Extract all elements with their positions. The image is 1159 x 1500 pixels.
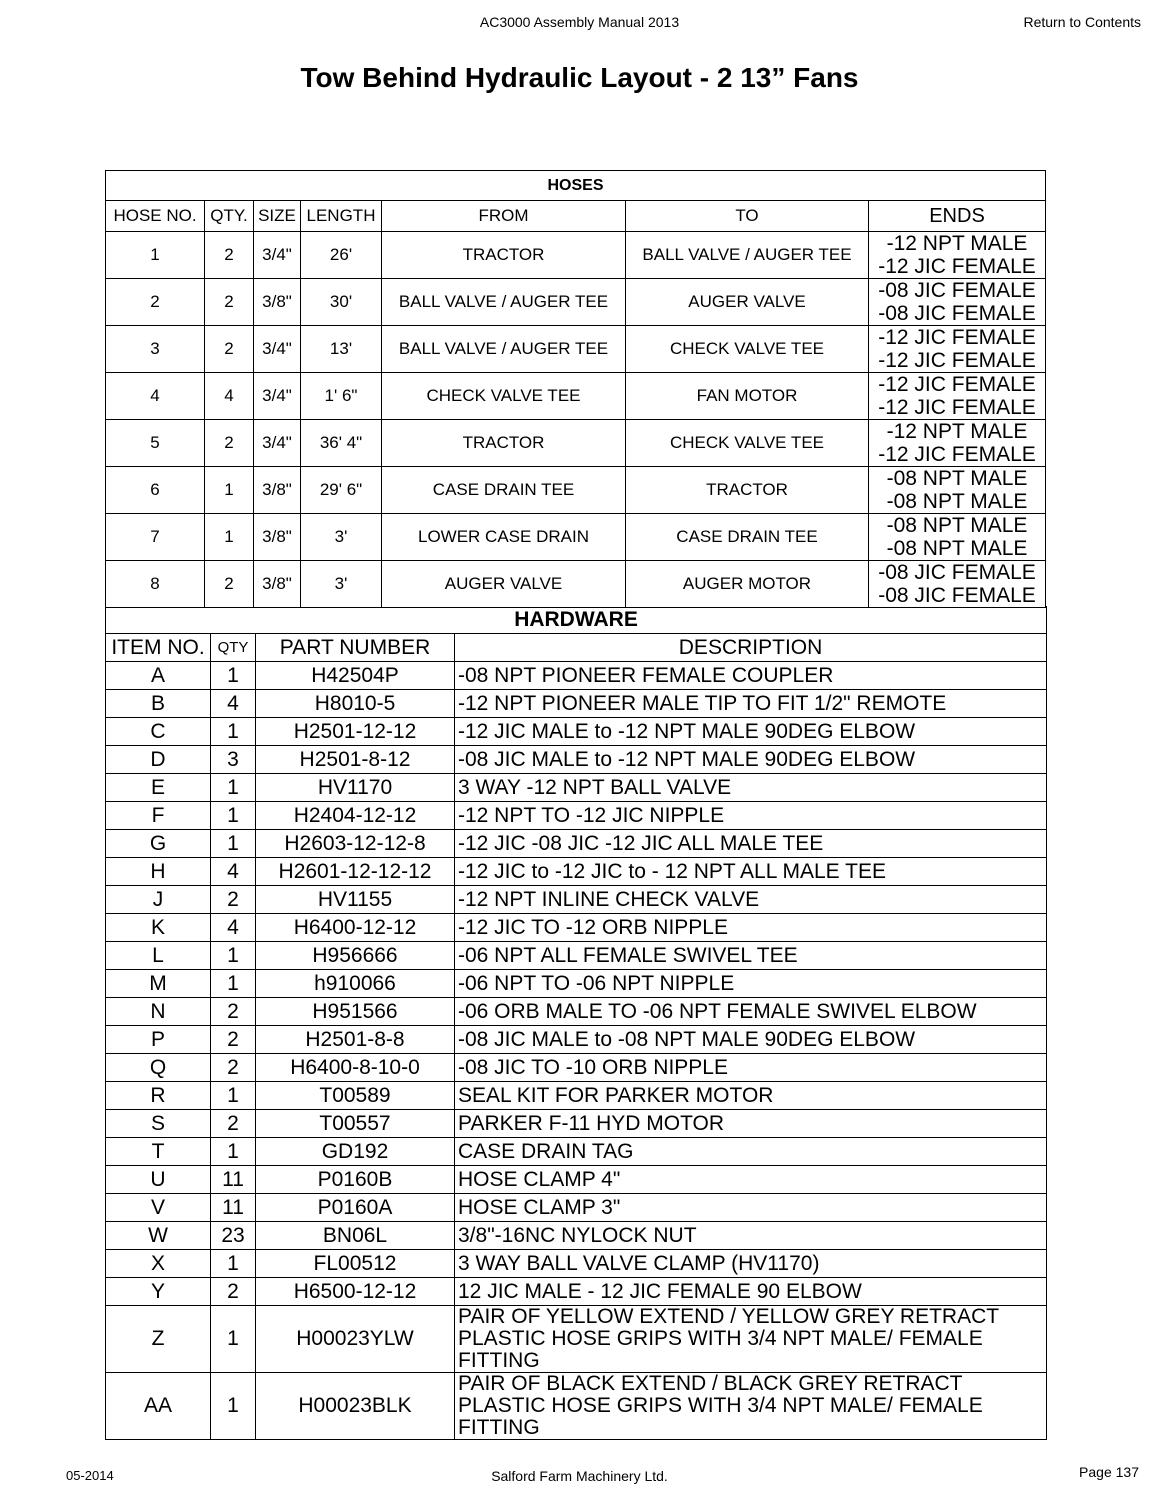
return-to-contents-link[interactable]: Return to Contents: [1023, 14, 1141, 30]
hw-item: H: [106, 858, 211, 886]
hw-item: W: [106, 1222, 211, 1250]
hose-ends: [869, 514, 1046, 561]
hose-end1: -08 JIC FEMALE: [878, 561, 1036, 584]
hose-qty: 2: [205, 326, 254, 373]
hw-description: -12 JIC -08 JIC -12 JIC ALL MALE TEE: [455, 830, 1047, 858]
hardware-row: [106, 1026, 1047, 1054]
hose-length: 3': [301, 514, 382, 561]
hose-end1: -12 NPT MALE: [886, 420, 1028, 443]
hw-qty: 2: [211, 1026, 256, 1054]
hw-item: AA: [106, 1373, 211, 1440]
hw-part-number: H2601-12-12-12: [256, 858, 455, 886]
hose-row: [106, 561, 1046, 608]
hw-qty: 1: [211, 774, 256, 802]
hw-qty: 11: [211, 1166, 256, 1194]
hose-end2: -08 NPT MALE: [886, 490, 1028, 513]
hose-from: TRACTOR: [382, 420, 626, 467]
hardware-row: [106, 1373, 1047, 1440]
col-qty: QTY.: [205, 201, 254, 232]
hw-qty: 1: [211, 1373, 256, 1440]
col-size: SIZE: [254, 201, 301, 232]
hose-from: BALL VALVE / AUGER TEE: [382, 279, 626, 326]
hw-qty: 2: [211, 1054, 256, 1082]
hardware-row: [106, 1194, 1047, 1222]
hw-qty: 1: [211, 1250, 256, 1278]
hw-qty: 11: [211, 1194, 256, 1222]
col-description: DESCRIPTION: [455, 634, 1047, 662]
hose-end1: -08 JIC FEMALE: [878, 279, 1036, 302]
hw-part-number: H2501-8-8: [256, 1026, 455, 1054]
hose-end1: -12 NPT MALE: [886, 232, 1028, 255]
hw-part-number: T00557: [256, 1110, 455, 1138]
hw-part-number: H2603-12-12-8: [256, 830, 455, 858]
hw-qty: 1: [211, 662, 256, 690]
hose-end1: -08 NPT MALE: [886, 514, 1028, 537]
hardware-row: [106, 1138, 1047, 1166]
hardware-row: [106, 1166, 1047, 1194]
hose-end2: -12 JIC FEMALE: [878, 349, 1036, 372]
hw-description: -12 NPT INLINE CHECK VALVE: [455, 886, 1047, 914]
hose-qty: 2: [205, 420, 254, 467]
hose-size: 3/4": [254, 232, 301, 279]
hardware-row: [106, 1082, 1047, 1110]
col-hw-qty: QTY: [211, 634, 256, 662]
col-ends: ENDS: [869, 201, 1046, 232]
hw-item: X: [106, 1250, 211, 1278]
hose-row: [106, 514, 1046, 561]
hw-description: -08 JIC TO -10 ORB NIPPLE: [455, 1054, 1047, 1082]
hw-description: -12 JIC TO -12 ORB NIPPLE: [455, 914, 1047, 942]
hw-item: T: [106, 1138, 211, 1166]
hw-item: A: [106, 662, 211, 690]
hw-item: J: [106, 886, 211, 914]
hardware-row: [106, 690, 1047, 718]
hw-description: -08 JIC MALE to -12 NPT MALE 90DEG ELBOW: [455, 746, 1047, 774]
hoses-table: [105, 170, 1046, 608]
hardware-row: [106, 1110, 1047, 1138]
col-from: FROM: [382, 201, 626, 232]
hose-no: 1: [106, 232, 205, 279]
hw-qty: 4: [211, 690, 256, 718]
hw-item: B: [106, 690, 211, 718]
hardware-row: [106, 1250, 1047, 1278]
hardware-row: [106, 942, 1047, 970]
hw-description: -08 NPT PIONEER FEMALE COUPLER: [455, 662, 1047, 690]
hw-part-number: HV1170: [256, 774, 455, 802]
hw-qty: 1: [211, 1138, 256, 1166]
hoses-caption: HOSES: [106, 171, 1046, 201]
page-number: Page 137: [1079, 1464, 1139, 1480]
hose-qty: 4: [205, 373, 254, 420]
hw-qty: 1: [211, 830, 256, 858]
hw-item: G: [106, 830, 211, 858]
hw-item: Q: [106, 1054, 211, 1082]
hw-description: PAIR OF YELLOW EXTEND / YELLOW GREY RETRACT PLASTIC HOSE GRIPS WITH 3/4 NPT MALE/ FEMALE FITTING: [455, 1306, 1047, 1373]
hw-item: K: [106, 914, 211, 942]
hw-part-number: T00589: [256, 1082, 455, 1110]
hose-no: 4: [106, 373, 205, 420]
hose-qty: 1: [205, 514, 254, 561]
hose-to: BALL VALVE / AUGER TEE: [626, 232, 869, 279]
hw-qty: 1: [211, 1306, 256, 1373]
footer-date: 05-2014: [66, 1468, 114, 1483]
hw-part-number: H2404-12-12: [256, 802, 455, 830]
hw-part-number: H42504P: [256, 662, 455, 690]
hose-end1: -12 JIC FEMALE: [878, 373, 1036, 396]
hw-part-number: h910066: [256, 970, 455, 998]
hw-part-number: H951566: [256, 998, 455, 1026]
hose-from: CASE DRAIN TEE: [382, 467, 626, 514]
hw-description: -12 NPT PIONEER MALE TIP TO FIT 1/2" REMOTE: [455, 690, 1047, 718]
hose-to: TRACTOR: [626, 467, 869, 514]
hardware-caption: HARDWARE: [106, 606, 1047, 634]
hw-description: PAIR OF BLACK EXTEND / BLACK GREY RETRACT PLASTIC HOSE GRIPS WITH 3/4 NPT MALE/ FEMALE FITTING: [455, 1373, 1047, 1440]
hw-qty: 4: [211, 914, 256, 942]
hw-description: -12 JIC to -12 JIC to - 12 NPT ALL MALE TEE: [455, 858, 1047, 886]
hose-end2: -08 JIC FEMALE: [878, 302, 1036, 325]
hose-no: 8: [106, 561, 205, 608]
hardware-row: [106, 774, 1047, 802]
hose-from: BALL VALVE / AUGER TEE: [382, 326, 626, 373]
hw-item: F: [106, 802, 211, 830]
hw-description: 3 WAY -12 NPT BALL VALVE: [455, 774, 1047, 802]
hose-row: [106, 420, 1046, 467]
hose-size: 3/8": [254, 279, 301, 326]
hose-size: 3/4": [254, 420, 301, 467]
hose-end2: -12 JIC FEMALE: [878, 255, 1036, 278]
hose-ends: [869, 279, 1046, 326]
hw-description: CASE DRAIN TAG: [455, 1138, 1047, 1166]
hw-item: L: [106, 942, 211, 970]
col-to: TO: [626, 201, 869, 232]
hose-ends: [869, 467, 1046, 514]
hw-item: S: [106, 1110, 211, 1138]
hw-qty: 1: [211, 942, 256, 970]
hose-end2: -12 JIC FEMALE: [878, 443, 1036, 466]
hose-no: 7: [106, 514, 205, 561]
hw-part-number: H6500-12-12: [256, 1278, 455, 1306]
col-part-number: PART NUMBER: [256, 634, 455, 662]
hose-qty: 2: [205, 561, 254, 608]
hose-qty: 1: [205, 467, 254, 514]
hardware-row: [106, 830, 1047, 858]
hardware-row: [106, 886, 1047, 914]
hw-qty: 4: [211, 858, 256, 886]
hose-ends: [869, 232, 1046, 279]
hose-to: FAN MOTOR: [626, 373, 869, 420]
hw-part-number: H6400-8-10-0: [256, 1054, 455, 1082]
hose-to: CHECK VALVE TEE: [626, 420, 869, 467]
hw-description: SEAL KIT FOR PARKER MOTOR: [455, 1082, 1047, 1110]
hw-item: P: [106, 1026, 211, 1054]
hw-qty: 2: [211, 886, 256, 914]
hw-part-number: P0160A: [256, 1194, 455, 1222]
hose-ends: [869, 420, 1046, 467]
hose-no: 6: [106, 467, 205, 514]
hw-qty: 3: [211, 746, 256, 774]
hardware-row: [106, 998, 1047, 1026]
hose-from: CHECK VALVE TEE: [382, 373, 626, 420]
hw-qty: 1: [211, 1082, 256, 1110]
hardware-row: [106, 1222, 1047, 1250]
hose-ends: [869, 326, 1046, 373]
hose-qty: 2: [205, 232, 254, 279]
hw-part-number: H00023BLK: [256, 1373, 455, 1440]
hw-part-number: H2501-8-12: [256, 746, 455, 774]
hose-from: AUGER VALVE: [382, 561, 626, 608]
hose-qty: 2: [205, 279, 254, 326]
hw-qty: 1: [211, 970, 256, 998]
hw-description: -12 JIC MALE to -12 NPT MALE 90DEG ELBOW: [455, 718, 1047, 746]
hw-part-number: GD192: [256, 1138, 455, 1166]
hose-end2: -08 NPT MALE: [886, 537, 1028, 560]
col-hose-no: HOSE NO.: [106, 201, 205, 232]
hw-description: PARKER F-11 HYD MOTOR: [455, 1110, 1047, 1138]
hw-qty: 2: [211, 998, 256, 1026]
hardware-row: [106, 914, 1047, 942]
hw-part-number: H2501-12-12: [256, 718, 455, 746]
hose-ends: [869, 373, 1046, 420]
hose-row: [106, 232, 1046, 279]
hw-description: -06 NPT TO -06 NPT NIPPLE: [455, 970, 1047, 998]
hw-qty: 1: [211, 802, 256, 830]
hose-no: 5: [106, 420, 205, 467]
hose-size: 3/8": [254, 467, 301, 514]
hardware-row: [106, 970, 1047, 998]
hw-qty: 1: [211, 718, 256, 746]
hw-item: Z: [106, 1306, 211, 1373]
hose-end2: -12 JIC FEMALE: [878, 396, 1036, 419]
hardware-table: [105, 606, 1047, 1440]
hardware-row: [106, 1306, 1047, 1373]
hw-part-number: HV1155: [256, 886, 455, 914]
hw-description: -08 JIC MALE to -08 NPT MALE 90DEG ELBOW: [455, 1026, 1047, 1054]
hw-part-number: H00023YLW: [256, 1306, 455, 1373]
hw-part-number: BN06L: [256, 1222, 455, 1250]
hw-description: -12 NPT TO -12 JIC NIPPLE: [455, 802, 1047, 830]
hw-item: D: [106, 746, 211, 774]
hw-item: V: [106, 1194, 211, 1222]
hose-from: TRACTOR: [382, 232, 626, 279]
hose-size: 3/8": [254, 514, 301, 561]
hw-part-number: H956666: [256, 942, 455, 970]
hw-qty: 2: [211, 1278, 256, 1306]
hose-row: [106, 467, 1046, 514]
hw-item: C: [106, 718, 211, 746]
hardware-row: [106, 746, 1047, 774]
hw-description: -06 ORB MALE TO -06 NPT FEMALE SWIVEL ELBOW: [455, 998, 1047, 1026]
hardware-row: [106, 662, 1047, 690]
hose-size: 3/8": [254, 561, 301, 608]
hose-length: 36' 4": [301, 420, 382, 467]
hw-description: -06 NPT ALL FEMALE SWIVEL TEE: [455, 942, 1047, 970]
hw-description: HOSE CLAMP 4": [455, 1166, 1047, 1194]
hose-size: 3/4": [254, 373, 301, 420]
hw-part-number: H6400-12-12: [256, 914, 455, 942]
hose-no: 2: [106, 279, 205, 326]
hose-length: 3': [301, 561, 382, 608]
hardware-row: [106, 802, 1047, 830]
col-item-no: ITEM NO.: [106, 634, 211, 662]
hose-length: 29' 6": [301, 467, 382, 514]
hose-row: [106, 373, 1046, 420]
hose-length: 30': [301, 279, 382, 326]
hw-qty: 23: [211, 1222, 256, 1250]
hose-end1: -12 JIC FEMALE: [878, 326, 1036, 349]
manual-title: AC3000 Assembly Manual 2013: [479, 14, 680, 30]
col-length: LENGTH: [301, 201, 382, 232]
hose-to: AUGER MOTOR: [626, 561, 869, 608]
hardware-row: [106, 858, 1047, 886]
hw-description: 3 WAY BALL VALVE CLAMP (HV1170): [455, 1250, 1047, 1278]
hose-end2: -08 JIC FEMALE: [878, 584, 1036, 607]
hose-row: [106, 326, 1046, 373]
hw-description: 12 JIC MALE - 12 JIC FEMALE 90 ELBOW: [455, 1278, 1047, 1306]
hose-to: CHECK VALVE TEE: [626, 326, 869, 373]
page-title: Tow Behind Hydraulic Layout - 2 13” Fans: [300, 62, 859, 93]
hw-item: R: [106, 1082, 211, 1110]
hose-row: [106, 279, 1046, 326]
hw-item: M: [106, 970, 211, 998]
hardware-row: [106, 718, 1047, 746]
hw-item: Y: [106, 1278, 211, 1306]
footer-company: Salford Farm Machinery Ltd.: [491, 1468, 668, 1484]
hose-end1: -08 NPT MALE: [886, 467, 1028, 490]
hw-item: U: [106, 1166, 211, 1194]
hw-part-number: P0160B: [256, 1166, 455, 1194]
hardware-row: [106, 1054, 1047, 1082]
hose-to: CASE DRAIN TEE: [626, 514, 869, 561]
hose-no: 3: [106, 326, 205, 373]
hose-length: 1' 6": [301, 373, 382, 420]
hw-part-number: FL00512: [256, 1250, 455, 1278]
hw-qty: 2: [211, 1110, 256, 1138]
hw-item: E: [106, 774, 211, 802]
hw-item: N: [106, 998, 211, 1026]
hose-ends: [869, 561, 1046, 608]
hose-from: LOWER CASE DRAIN: [382, 514, 626, 561]
hose-to: AUGER VALVE: [626, 279, 869, 326]
hose-length: 26': [301, 232, 382, 279]
hw-description: HOSE CLAMP 3": [455, 1194, 1047, 1222]
hw-part-number: H8010-5: [256, 690, 455, 718]
hose-length: 13': [301, 326, 382, 373]
hose-size: 3/4": [254, 326, 301, 373]
hw-description: 3/8"-16NC NYLOCK NUT: [455, 1222, 1047, 1250]
hardware-row: [106, 1278, 1047, 1306]
